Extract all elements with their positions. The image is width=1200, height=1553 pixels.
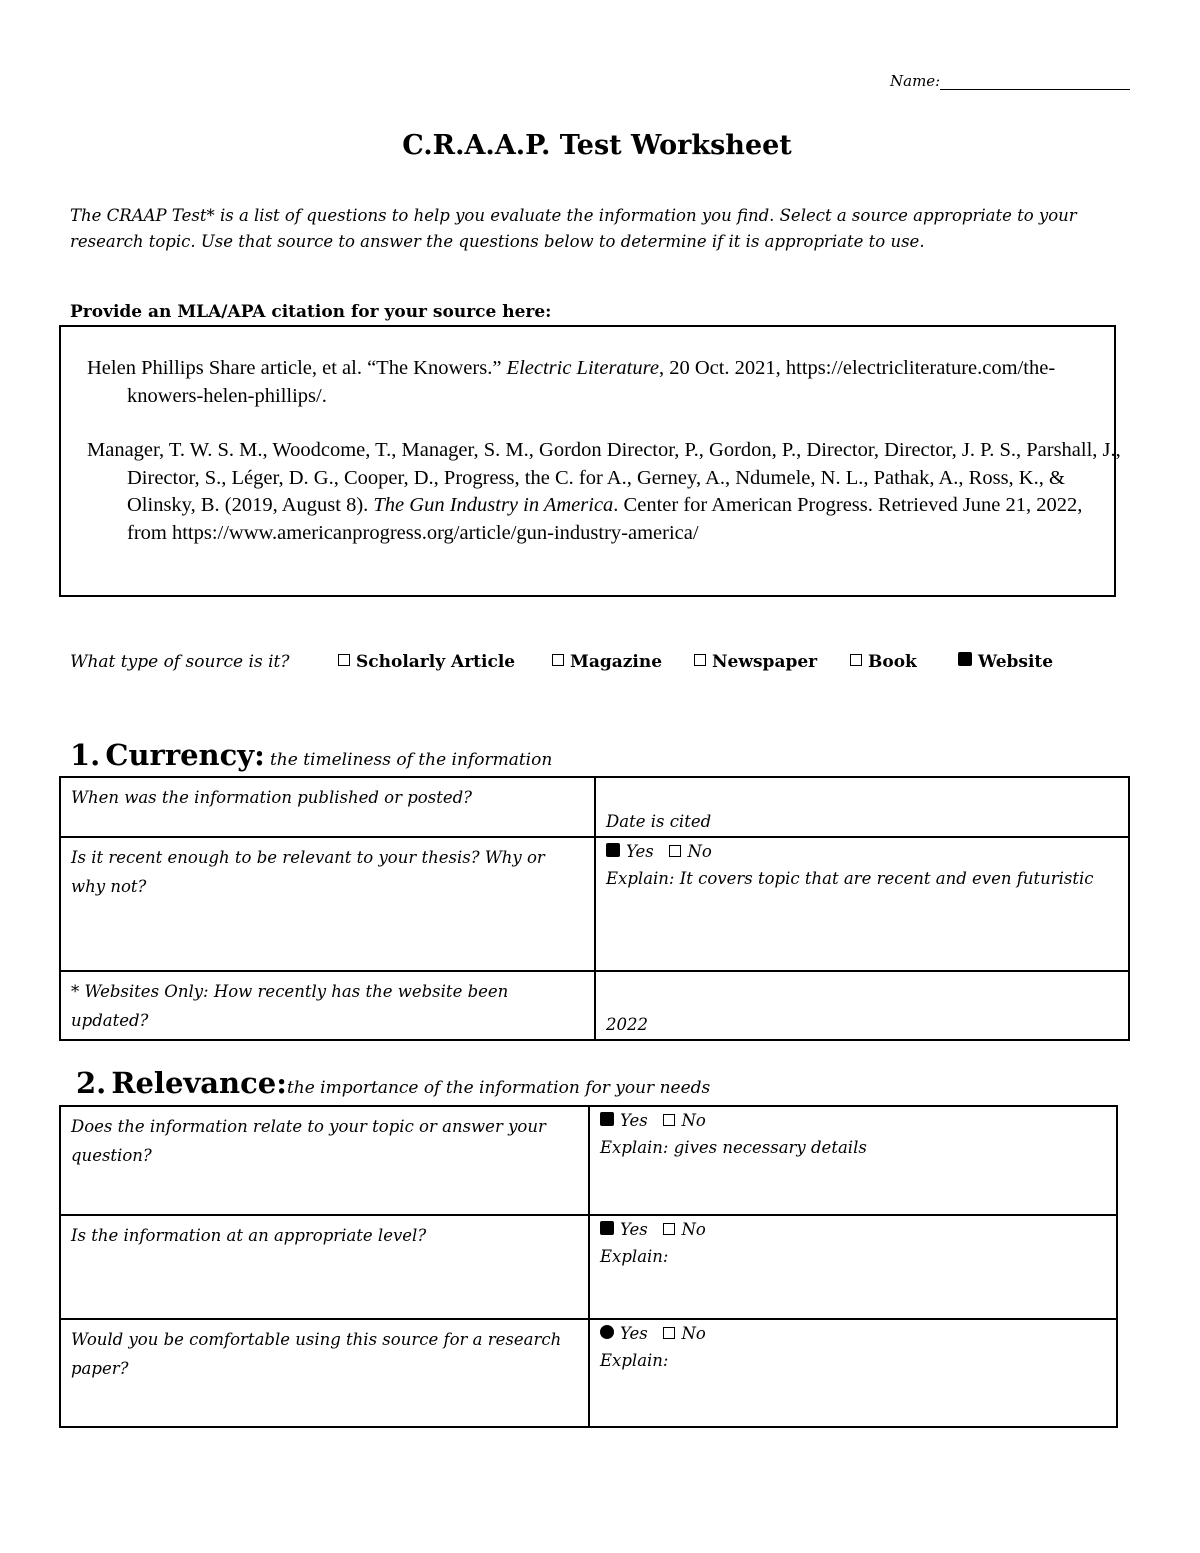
checkbox-checked-icon[interactable] <box>606 843 620 857</box>
checkbox-icon[interactable] <box>850 654 862 666</box>
currency-table <box>59 776 1130 1041</box>
explain-text: Explain: <box>600 1351 669 1370</box>
name-blank-line[interactable] <box>940 75 1130 90</box>
answer-cell[interactable] <box>589 1215 1117 1319</box>
explain-text: Explain: <box>600 1247 669 1266</box>
citation-entry-1 <box>87 355 1127 410</box>
table-row <box>60 837 1129 971</box>
explain-text: Explain: gives necessary details <box>600 1138 867 1157</box>
relevance-table <box>59 1105 1118 1428</box>
checkbox-icon[interactable] <box>669 845 681 857</box>
answer-cell[interactable] <box>595 777 1129 837</box>
citation-2-rest: . Center for American Progress. Retrieved June 21, 2022, from https://www.americanprogress.org/article/gun-industry-america/ <box>127 494 1083 544</box>
no-label: No <box>681 1324 706 1343</box>
intro-text <box>70 203 1150 255</box>
table-row <box>60 971 1129 1040</box>
intro-line-2: research topic. Use that source to answer the questions below to determine if it is appropriate to use. <box>70 232 925 251</box>
question-cell: * Websites Only: How recently has the website been updated? <box>60 971 595 1040</box>
checkbox-checked-icon[interactable] <box>600 1112 614 1126</box>
checkbox-checked-icon[interactable] <box>600 1221 614 1235</box>
answer-text: 2022 <box>606 1015 648 1034</box>
answer-cell[interactable] <box>595 971 1129 1040</box>
checkbox-icon[interactable] <box>694 654 706 666</box>
yes-label: Yes <box>620 1111 648 1130</box>
citation-1-text: Helen Phillips Share article, et al. “The Knowers.” <box>87 357 507 379</box>
citation-1-rest: , 20 Oct. 2021, https://electricliterature.com/the-knowers-helen-phillips/. <box>127 357 1056 407</box>
question-cell: Does the information relate to your topic or answer your question? <box>60 1106 589 1215</box>
citation-box[interactable] <box>59 325 1121 597</box>
option-label: Newspaper <box>712 652 818 672</box>
checkbox-checked-icon[interactable] <box>958 652 972 666</box>
section-description: the importance of the information for your needs <box>286 1078 711 1098</box>
answer-text: Date is cited <box>606 812 712 831</box>
name-field[interactable] <box>890 72 1130 90</box>
no-label: No <box>681 1111 706 1130</box>
yes-no-choice <box>600 1218 1106 1242</box>
option-label: Website <box>978 652 1054 672</box>
answer-cell[interactable] <box>595 837 1129 971</box>
table-row <box>60 777 1129 837</box>
citation-2-title: The Gun Industry in America <box>373 494 614 516</box>
checkbox-icon[interactable] <box>663 1327 675 1339</box>
relevance-heading <box>76 1066 710 1100</box>
option-book[interactable] <box>850 652 917 672</box>
name-label: Name: <box>890 72 941 90</box>
yes-label: Yes <box>620 1324 648 1343</box>
citation-2-text: Manager, T. W. S. M., Woodcome, T., Manager, S. M., Gordon Director, P., Gordon, P., Director, Director, J. P. S., Parshall, J., Director, S., Léger, D. G., Cooper, D., Progress, the C. for A., Gerney, A., Ndumele, N. L., Pathak, A., Ross, K., & Olinsky, B. (2019, August 8). <box>87 439 1121 516</box>
intro-line-1: The CRAAP Test* is a list of questions to help you evaluate the information you find. Select a source appropriate to your <box>70 206 1077 225</box>
yes-label: Yes <box>620 1220 648 1239</box>
source-type-question: What type of source is it? <box>70 652 290 672</box>
section-title: Relevance: <box>111 1066 287 1100</box>
yes-label: Yes <box>626 842 654 861</box>
answer-cell[interactable] <box>589 1319 1117 1427</box>
option-label: Book <box>868 652 917 672</box>
checkbox-checked-icon[interactable] <box>600 1325 614 1339</box>
checkbox-icon[interactable] <box>552 654 564 666</box>
citation-1-title: Electric Literature <box>506 357 659 379</box>
citation-entry-2 <box>87 437 1127 547</box>
table-row <box>60 1319 1117 1427</box>
option-newspaper[interactable] <box>694 652 817 672</box>
yes-no-choice <box>600 1322 1106 1346</box>
no-label: No <box>681 1220 706 1239</box>
no-label: No <box>687 842 712 861</box>
table-row <box>60 1215 1117 1319</box>
section-title: Currency: <box>105 738 265 772</box>
table-row <box>60 1106 1117 1215</box>
section-description: the timeliness of the information <box>269 750 553 770</box>
yes-no-choice <box>606 840 1118 864</box>
option-website[interactable] <box>958 652 1053 672</box>
currency-heading <box>70 738 552 772</box>
checkbox-icon[interactable] <box>663 1223 675 1235</box>
page-title: C.R.A.A.P. Test Worksheet <box>402 130 792 161</box>
checkbox-icon[interactable] <box>338 654 350 666</box>
section-number: 1. <box>70 738 101 772</box>
checkbox-icon[interactable] <box>663 1114 675 1126</box>
citation-label: Provide an MLA/APA citation for your source here: <box>70 302 552 322</box>
yes-no-choice <box>600 1109 1106 1133</box>
option-magazine[interactable] <box>552 652 662 672</box>
section-number: 2. <box>76 1066 107 1100</box>
explain-text: Explain: It covers topic that are recent and even futuristic <box>606 869 1094 888</box>
answer-cell[interactable] <box>589 1106 1117 1215</box>
option-label: Scholarly Article <box>356 652 516 672</box>
question-cell: Is it recent enough to be relevant to your thesis? Why or why not? <box>60 837 595 971</box>
option-scholarly-article[interactable] <box>338 652 515 672</box>
option-label: Magazine <box>570 652 663 672</box>
question-cell: When was the information published or posted? <box>60 777 595 837</box>
question-cell: Is the information at an appropriate level? <box>60 1215 589 1319</box>
question-cell: Would you be comfortable using this source for a research paper? <box>60 1319 589 1427</box>
